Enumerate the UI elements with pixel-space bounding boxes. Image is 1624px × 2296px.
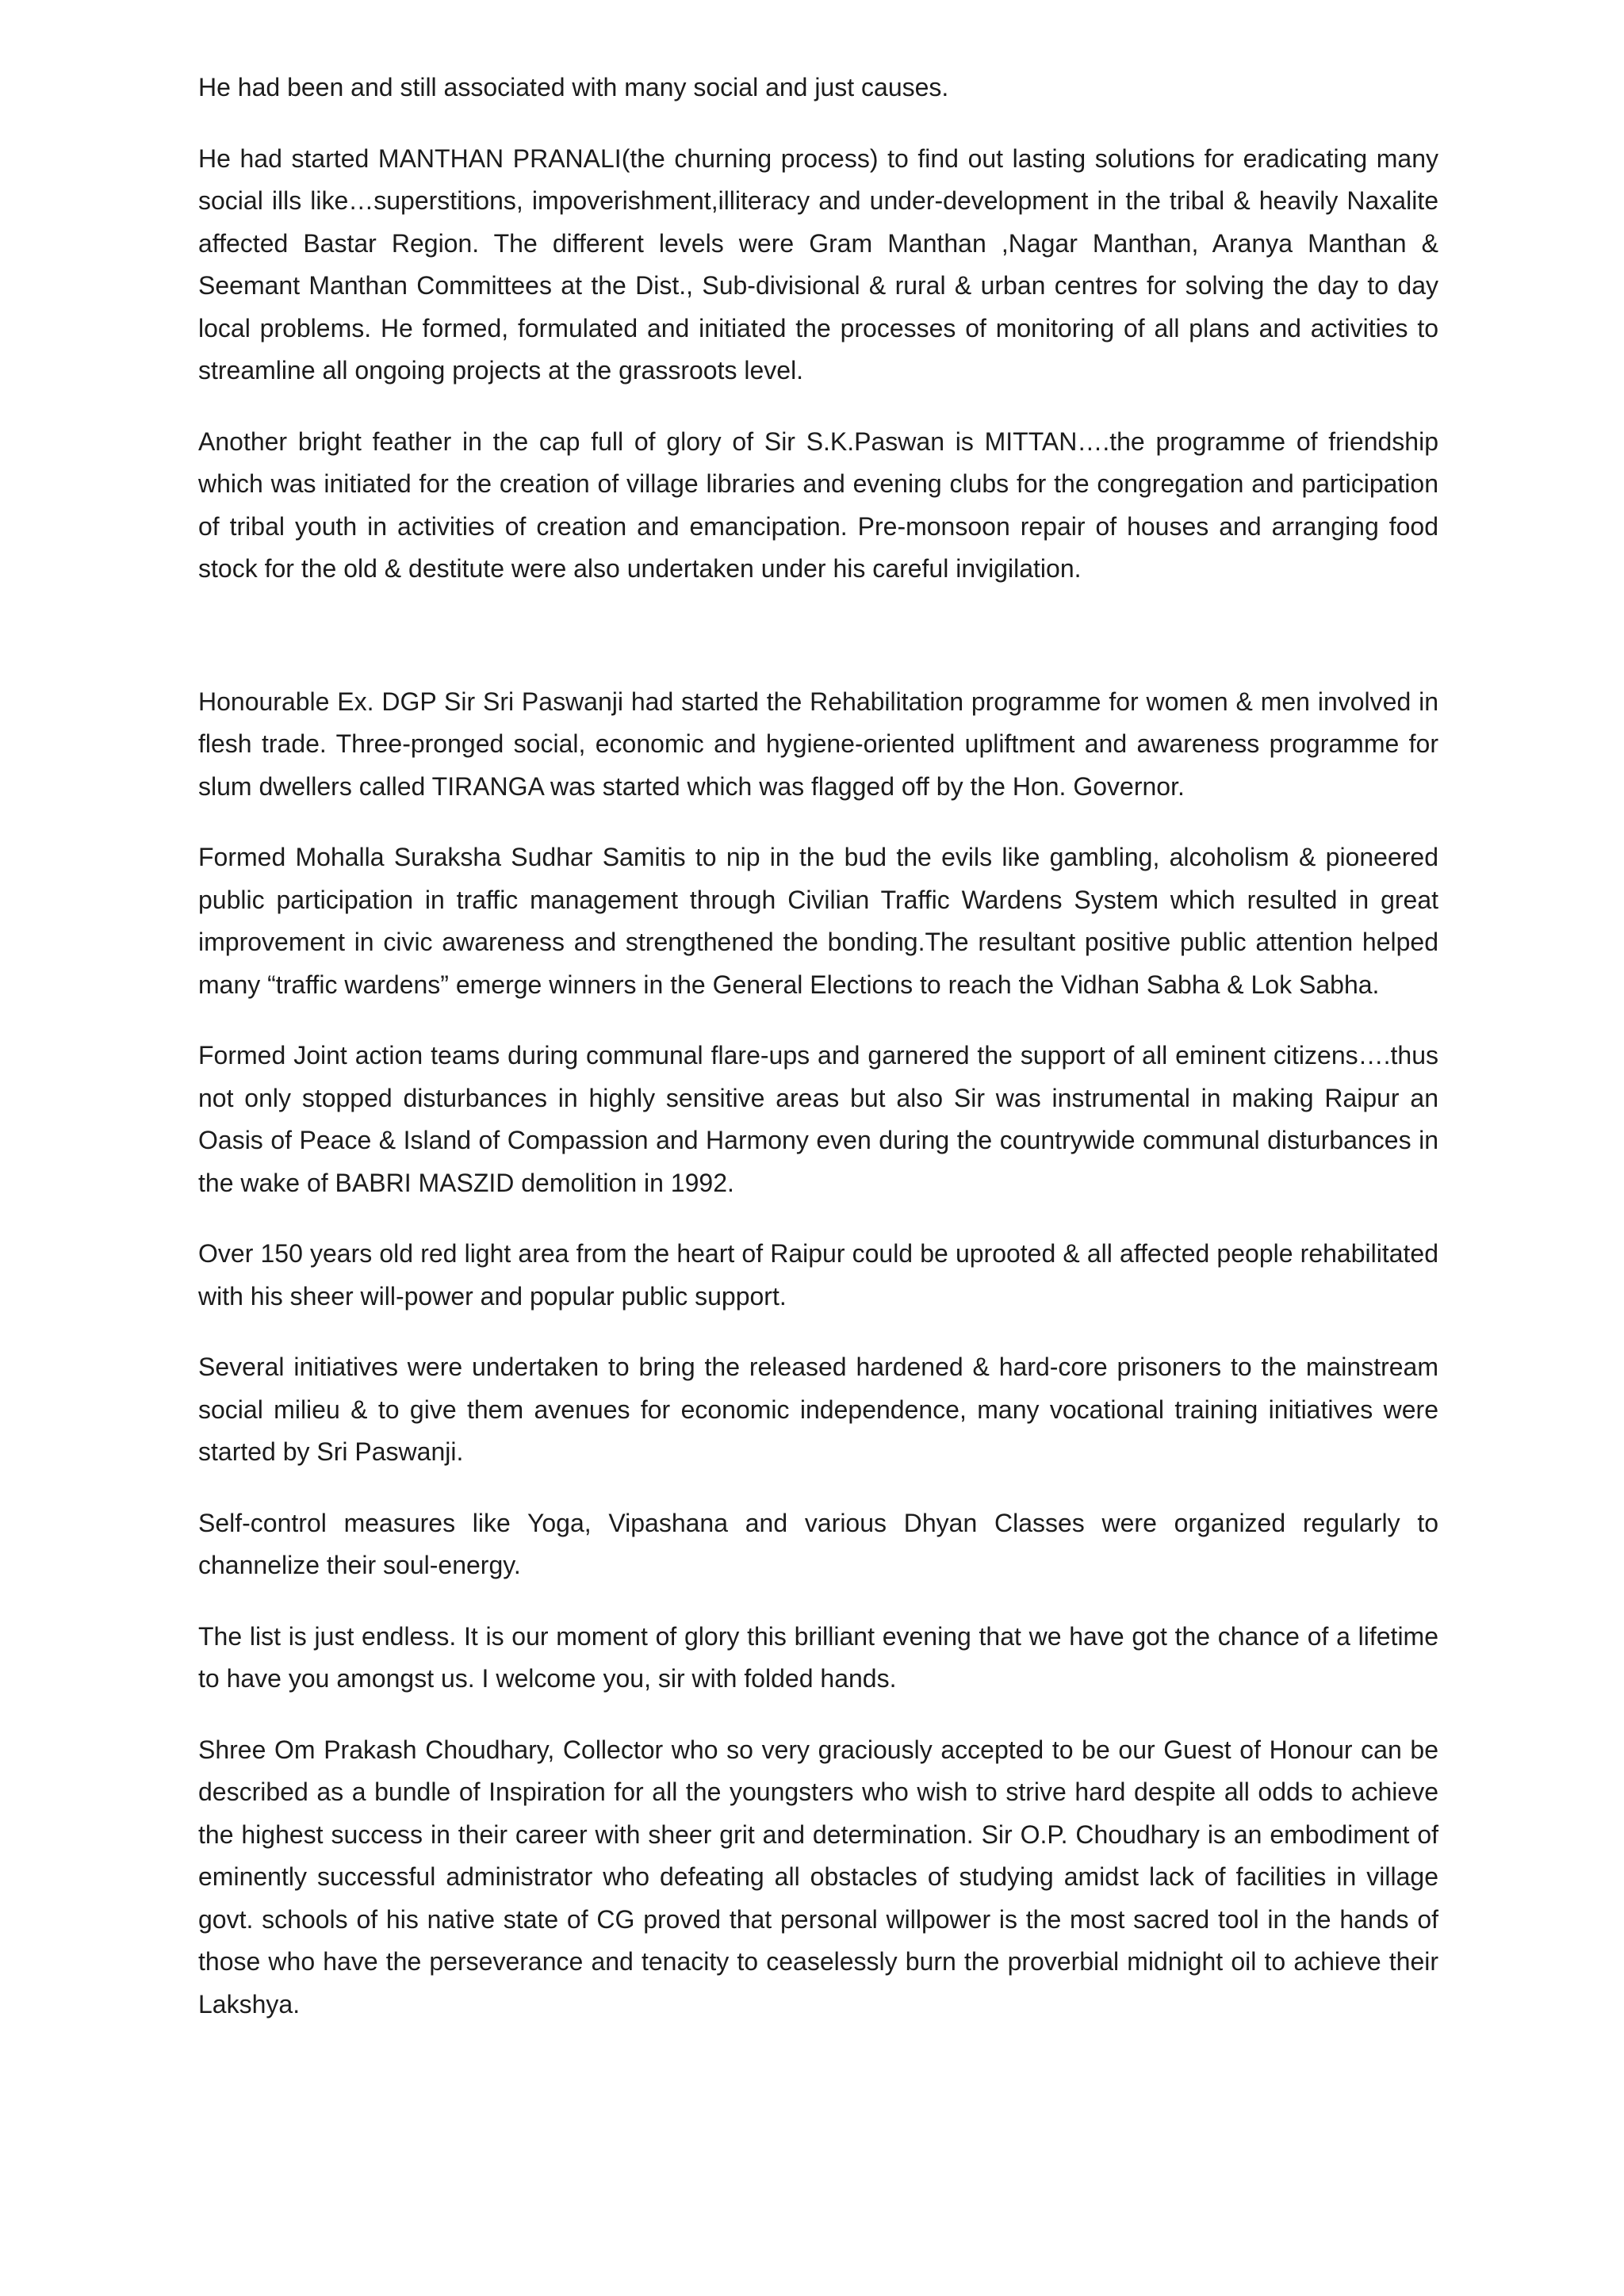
- paragraph-self-control: Self-control measures like Yoga, Vipashana and various Dhyan Classes were organized regularly to channelize their soul-energy.: [198, 1508, 1438, 1579]
- paragraph-manthan-pranali: He had started MANTHAN PRANALI(the churning process) to find out lasting solutions for eradicating many social ills like…superstitions, impoverishment,illiteracy and under-development in the tribal & heavily Naxalite affected Bastar Region. The different levels were Gram Manthan ,Nagar Manthan, Aranya Manthan & Seemant Manthan Committees at the Dist., Sub-divisional & rural & urban centres for solving the day to day local problems. He formed, formulated and initiated the processes of monitoring of all plans and activities to streamline all ongoing projects at the grassroots level.: [198, 144, 1438, 385]
- paragraph-guest-of-honour: Shree Om Prakash Choudhary, Collector who so very graciously accepted to be our Guest of Honour can be described as a bundle of Inspiration for all the youngsters who wish to strive hard despite all odds to achieve the highest success in their career with sheer grit and determination. Sir O.P. Choudhary is an embodiment of eminently successful administrator who defeating all obstacles of studying amidst lack of facilities in village govt. schools of his native state of CG proved that personal willpower is the most sacred tool in the hands of those who have the perseverance and tenacity to ceaselessly burn the proverbial midnight oil to achieve their Lakshya.: [198, 1735, 1438, 2019]
- paragraph-red-light-area: Over 150 years old red light area from the heart of Raipur could be uprooted & all affected people rehabilitated with his sheer will-power and popular public support.: [198, 1239, 1438, 1311]
- paragraph-prisoners: Several initiatives were undertaken to bring the released hardened & hard-core prisoners to the mainstream social milieu & to give them avenues for economic independence, many vocational training initiatives were started by Sri Paswanji.: [198, 1353, 1438, 1466]
- paragraph-traffic-wardens: Formed Mohalla Suraksha Sudhar Samitis to nip in the bud the evils like gambling, alcoholism & pioneered public participation in traffic management through Civilian Traffic Wardens System which resulted in great improvement in civic awareness and strengthened the bonding.The resultant positive public attention helped many “traffic wardens” emerge winners in the General Elections to reach the Vidhan Sabha & Lok Sabha.: [198, 843, 1438, 999]
- paragraph-social-causes: He had been and still associated with many social and just causes.: [198, 73, 949, 101]
- document-page: [198, 67, 1438, 2054]
- paragraph-welcome: The list is just endless. It is our moment of glory this brilliant evening that we have got the chance of a lifetime to have you amongst us. I welcome you, sir with folded hands.: [198, 1621, 1438, 1693]
- paragraph-rehabilitation-tiranga: Honourable Ex. DGP Sir Sri Paswanji had started the Rehabilitation programme for women & men involved in flesh trade. Three-pronged social, economic and hygiene-oriented upliftment and awareness programme for slum dwellers called TIRANGA was started which was flagged off by the Hon. Governor.: [198, 687, 1438, 801]
- paragraph-mittan: Another bright feather in the cap full of glory of Sir S.K.Paswan is MITTAN….the programme of friendship which was initiated for the creation of village libraries and evening clubs for the congregation and participation of tribal youth in activities of creation and emancipation. Pre-monsoon repair of houses and arranging food stock for the old & destitute were also undertaken under his careful invigilation.: [198, 427, 1438, 583]
- paragraph-joint-action-teams: Formed Joint action teams during communal flare-ups and garnered the support of all eminent citizens….thus not only stopped disturbances in highly sensitive areas but also Sir was instrumental in making Raipur an Oasis of Peace & Island of Compassion and Harmony even during the countrywide communal disturbances in the wake of BABRI MASZID demolition in 1992.: [198, 1041, 1438, 1197]
